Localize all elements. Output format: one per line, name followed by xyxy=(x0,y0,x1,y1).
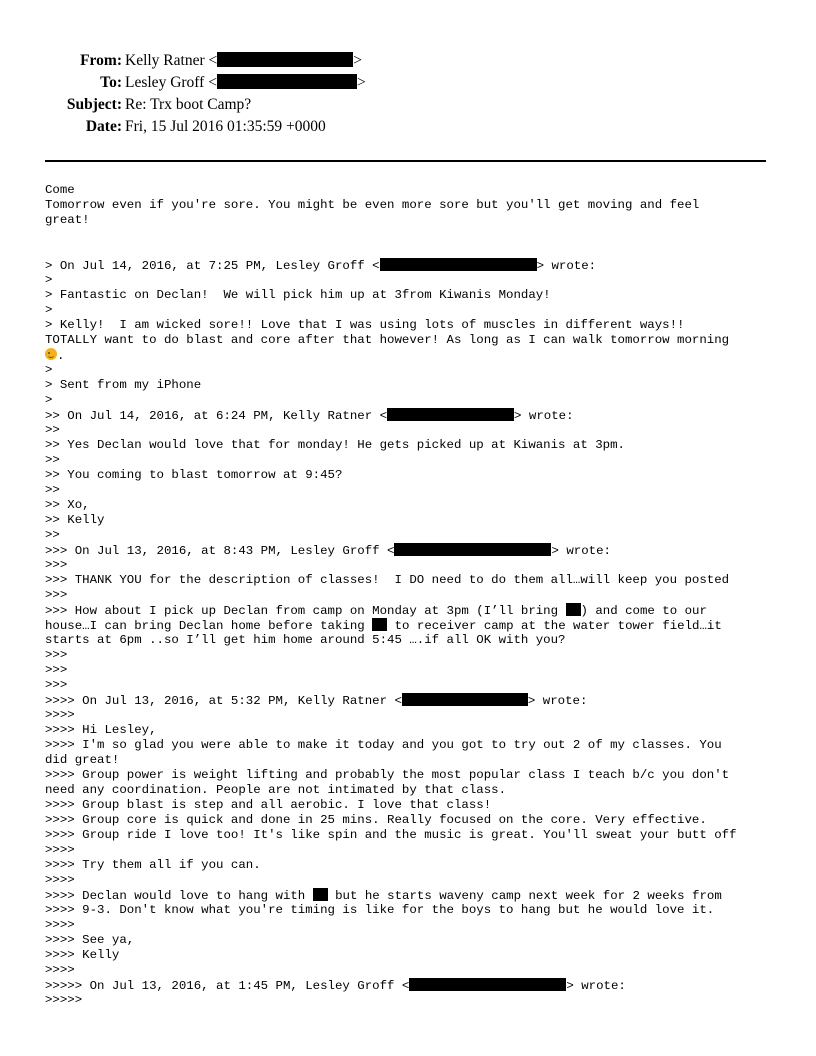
quote-header-line xyxy=(45,978,785,993)
body-line: >>>> See ya, xyxy=(45,933,135,947)
emoji-line-text: . xyxy=(57,349,65,363)
redacted-email xyxy=(387,408,514,421)
body-line: >>>> xyxy=(45,963,75,977)
quote-header-text: >>>> On Jul 13, 2016, at 5:32 PM, Kelly Ratner < xyxy=(45,694,402,708)
body-line: >>> xyxy=(45,588,68,602)
body-line: >>>> xyxy=(45,918,75,932)
body-line: > Kelly! I am wicked sore!! Love that I was using lots of muscles in different ways!! xyxy=(45,318,685,332)
quote-header-line xyxy=(45,408,785,423)
date-row xyxy=(0,118,816,140)
from-row xyxy=(0,52,816,74)
body-line: >> xyxy=(45,528,60,542)
body-line-text: to receiver camp at the water tower field…it xyxy=(387,619,722,633)
date-value: Fri, 15 Jul 2016 01:35:59 +0000 xyxy=(125,118,326,135)
body-line-text: but he starts waveny camp next week for 2 weeks from xyxy=(327,889,722,903)
body-line: TOTALLY want to do blast and core after that however! As long as I can walk tomorrow morning xyxy=(45,333,730,347)
quote-header-text: > On Jul 14, 2016, at 7:25 PM, Lesley Groff < xyxy=(45,259,380,273)
body-line: Come xyxy=(45,183,75,197)
quote-header-text: >> On Jul 14, 2016, at 6:24 PM, Kelly Ratner < xyxy=(45,409,388,423)
redacted-email xyxy=(217,74,357,89)
winking-face-icon xyxy=(45,348,57,360)
to-label: To: xyxy=(100,74,122,91)
body-line: >> xyxy=(45,453,60,467)
quote-header-line xyxy=(45,693,785,708)
redacted-email xyxy=(217,52,353,67)
email-header xyxy=(0,52,816,140)
redacted-email xyxy=(380,258,537,271)
quote-header-line xyxy=(45,258,785,273)
emoji-line xyxy=(45,348,785,363)
body-line: >> Yes Declan would love that for monday! He gets picked up at Kiwanis at 3pm. xyxy=(45,438,625,452)
body-line: >>>> xyxy=(45,843,75,857)
body-line: Tomorrow even if you're sore. You might be even more sore but you'll get moving and feel xyxy=(45,198,700,212)
subject-value: Re: Trx boot Camp? xyxy=(125,96,252,113)
body-line: >>>> Hi Lesley, xyxy=(45,723,157,737)
body-line xyxy=(45,243,785,258)
body-line: >> Xo, xyxy=(45,498,90,512)
body-line: >>>> 9-3. Don't know what you're timing is like for the boys to hang but he would love it. xyxy=(45,903,715,917)
body-line: did great! xyxy=(45,753,120,767)
body-line: > xyxy=(45,303,53,317)
quote-header-text: >>>>> On Jul 13, 2016, at 1:45 PM, Lesley Groff < xyxy=(45,979,410,993)
quote-header-line xyxy=(45,543,785,558)
redacted-name xyxy=(372,618,387,631)
body-line: >>>> Group ride I love too! It's like spin and the music is great. You'll sweat your butt off xyxy=(45,828,737,842)
body-line: > xyxy=(45,273,53,287)
to-value xyxy=(125,74,366,92)
redacted-name xyxy=(313,888,328,901)
body-line: >>> THANK YOU for the description of classes! I DO need to do them all…will keep you posted xyxy=(45,573,730,587)
wrote-text: > wrote: xyxy=(527,694,588,708)
body-line: >> You coming to blast tomorrow at 9:45? xyxy=(45,468,343,482)
body-line: > xyxy=(45,393,53,407)
from-tail: > xyxy=(353,52,362,69)
to-tail: > xyxy=(356,74,366,91)
to-row xyxy=(0,74,816,96)
redacted-line xyxy=(45,618,785,633)
body-line: >>>>> xyxy=(45,993,83,1007)
wrote-text: > wrote: xyxy=(566,979,626,993)
body-line: >>>> xyxy=(45,873,75,887)
body-line: >>> xyxy=(45,678,68,692)
body-line-text: house…I can bring Declan home before taking xyxy=(45,619,373,633)
body-line-text: ) and come to our xyxy=(580,604,707,618)
body-line: > xyxy=(45,363,53,377)
date-label: Date: xyxy=(85,118,122,135)
body-line: >>> xyxy=(45,648,68,662)
subject-row xyxy=(0,96,816,118)
redacted-email xyxy=(409,978,566,991)
body-line-text: >>>> Declan would love to hang with xyxy=(45,889,313,903)
to-name: Lesley Groff < xyxy=(125,74,217,91)
body-line: great! xyxy=(45,213,90,227)
body-line: >>> xyxy=(45,558,68,572)
body-line: >>> xyxy=(45,663,68,677)
redacted-name xyxy=(566,603,581,616)
body-line: > Sent from my iPhone xyxy=(45,378,202,392)
from-name: Kelly Ratner < xyxy=(125,52,218,69)
body-line: >>>> Group blast is step and all aerobic. I love that class! xyxy=(45,798,492,812)
from-value xyxy=(125,52,362,70)
body-line: need any coordination. People are not intimated by that class. xyxy=(45,783,507,797)
redacted-email xyxy=(402,693,528,706)
wrote-text: > wrote: xyxy=(551,544,611,558)
body-line: starts at 6pm ..so I’ll get him home around 5:45 ….if all OK with you? xyxy=(45,633,566,647)
header-divider xyxy=(45,160,766,162)
body-line: >>>> Try them all if you can. xyxy=(45,858,261,872)
body-line: >> xyxy=(45,483,60,497)
wrote-text: > wrote: xyxy=(536,259,597,273)
body-line: >>>> xyxy=(45,708,75,722)
redacted-line xyxy=(45,603,785,618)
body-line: >>>> Group core is quick and done in 25 mins. Really focused on the core. Very effective. xyxy=(45,813,707,827)
from-label: From: xyxy=(80,52,122,69)
body-line-text: >>> How about I pick up Declan from camp on Monday at 3pm (I’ll bring xyxy=(45,604,566,618)
body-line: >>>> Group power is weight lifting and probably the most popular class I teach b/c you don't xyxy=(45,768,730,782)
redacted-email xyxy=(394,543,551,556)
body-line: >> xyxy=(45,423,60,437)
quote-header-text: >>> On Jul 13, 2016, at 8:43 PM, Lesley Groff < xyxy=(45,544,395,558)
body-line: >> Kelly xyxy=(45,513,105,527)
body-line: >>>> I'm so glad you were able to make it today and you got to try out 2 of my classes. You xyxy=(45,738,722,752)
redacted-line xyxy=(45,888,785,903)
subject-label: Subject: xyxy=(66,96,122,113)
body-line xyxy=(45,228,785,243)
body-line: > Fantastic on Declan! We will pick him up at 3from Kiwanis Monday! xyxy=(45,288,551,302)
body-line: >>>> Kelly xyxy=(45,948,120,962)
email-body xyxy=(45,183,785,1008)
wrote-text: > wrote: xyxy=(514,409,574,423)
